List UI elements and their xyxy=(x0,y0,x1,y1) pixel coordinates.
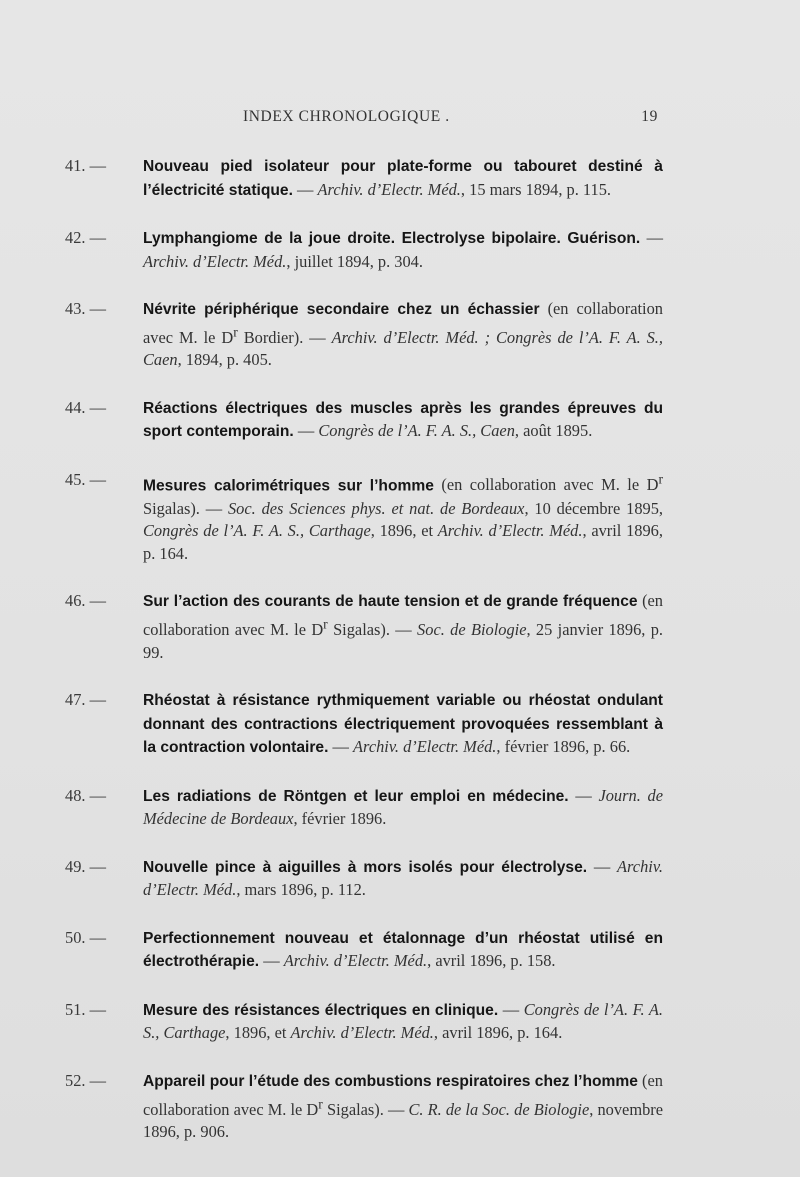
bibliography-entry xyxy=(65,689,663,760)
bibliography-entry xyxy=(65,927,663,974)
bibliography-list xyxy=(65,155,663,1169)
entry-reference: — Congrès de l’A. F. A. S., Carthage, 1896, et Archiv. d’Electr. Méd., avril 1896, p. 164. xyxy=(143,999,664,1043)
entry-number: 48. — xyxy=(65,785,106,805)
entry-number: 46. — xyxy=(65,591,106,611)
entry-title: Perfectionnement nouveau et étalonnage d’un rhéostat utilisé en électrothérapie. xyxy=(143,929,663,971)
entry-number: 47. — xyxy=(65,690,106,710)
entry-number: 49. — xyxy=(65,856,106,876)
bibliography-entry xyxy=(65,397,663,444)
entry-reference: — Archiv. d’Electr. Méd., avril 1896, p. 158. xyxy=(263,951,556,971)
bibliography-entry xyxy=(65,155,663,202)
bibliography-entry xyxy=(65,999,663,1045)
entry-number: 52. — xyxy=(65,1070,106,1090)
entry-reference: — Journ. de Médecine de Bordeaux, février 1896. xyxy=(143,785,663,829)
entry-title: Appareil pour l’étude des combustions respiratoires chez l’homme xyxy=(143,1072,638,1090)
entry-number: 50. — xyxy=(65,927,106,947)
entry-title: Les radiations de Röntgen et leur emploi en médecine. xyxy=(143,787,569,805)
entry-title: Réactions électriques des muscles après les grandes épreuves du sport contemporain. xyxy=(143,399,663,441)
bibliography-entry xyxy=(65,469,663,565)
entry-number: 41. — xyxy=(65,156,106,175)
entry-reference: (en collaboration avec M. le $D^r$ Sigalas). — Soc. de Biologie, 25 janvier 1896, p. 99. xyxy=(143,591,663,662)
entry-reference: — Archiv. d’Electr. Méd., juillet 1894, p. 304. xyxy=(143,228,663,271)
entry-title: Rhéostat à résistance rythmiquement variable ou rhéostat ondulant donnant des contractions électriquement provoquées ressemblant à la contraction volontaire. xyxy=(143,692,663,757)
bibliography-entry xyxy=(65,785,663,831)
entry-title: Mesures calorimétriques sur l’homme xyxy=(143,477,434,495)
entry-title: Nouvelle pince à aiguilles à mors isolés pour électrolyse. xyxy=(143,858,588,876)
entry-reference: — Archiv. d’Electr. Méd., 15 mars 1894, p. 115. xyxy=(297,179,612,199)
entry-reference: — Archiv. d’Electr. Méd., février 1896, p. 66. xyxy=(332,737,631,757)
bibliography-entry xyxy=(65,856,663,902)
entry-reference: (en collaboration avec M. le $D^r$ Sigalas). — C. R. de la Soc. de Biologie, novembre 1896, p. 906. xyxy=(143,1070,663,1142)
entry-title: Sur l’action des courants de haute tension et de grande fréquence xyxy=(143,593,638,611)
bibliography-entry xyxy=(65,1070,663,1144)
page-number: 19 xyxy=(641,108,658,125)
entry-title: Nouveau pied isolateur pour plate-forme ou tabouret destiné à l’électricité statique. xyxy=(143,158,663,199)
entry-title: Lymphangiome de la joue droite. Electrolyse bipolaire. Guérison. xyxy=(143,230,641,247)
entry-number: 42. — xyxy=(65,228,106,247)
entry-number: 43. — xyxy=(65,299,106,318)
bibliography-entry xyxy=(65,298,663,372)
bibliography-entry xyxy=(65,227,663,273)
entry-reference: — Archiv. d’Electr. Méd., mars 1896, p. 112. xyxy=(143,856,663,900)
header-title: INDEX CHRONOLOGIQUE . xyxy=(243,108,450,125)
entry-number: 51. — xyxy=(65,999,106,1019)
entry-reference: — Congrès de l’A. F. A. S., Caen, août 1895. xyxy=(297,421,593,441)
entry-number: 45. — xyxy=(65,469,106,489)
entry-reference: (en collaboration avec M. le $D^r$ Bordier). — Archiv. d’Electr. Méd. ; Congrès de l’A. F. A. S., Caen, 1894, p. 405. xyxy=(143,299,664,370)
entry-title: Névrite périphérique secondaire chez un échassier xyxy=(143,301,540,318)
bibliography-entry xyxy=(65,590,663,664)
entry-number: 44. — xyxy=(65,397,106,417)
running-header xyxy=(75,108,660,132)
entry-reference: (en collaboration avec M. le $D^r$ Sigalas). — Soc. des Sciences phys. et nat. de Bordeaux, 10 décembre 1895, Congrès de l’A. F. A. S., Carthage, 1896, et Archiv. d’Electr. Méd., avril 1896, p. 164. xyxy=(143,471,663,563)
entry-title: Mesure des résistances électriques en clinique. xyxy=(143,1001,499,1019)
